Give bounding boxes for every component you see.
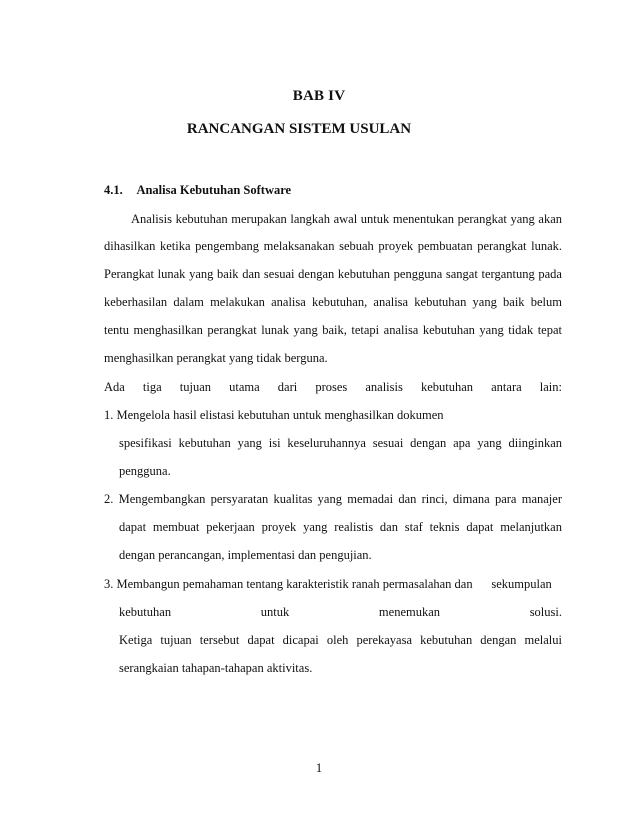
section-number: 4.1. [104,183,123,197]
list-item: 1. Mengelola hasil elistasi kebutuhan untuk menghasilkan dokumen [104,408,444,422]
chapter-heading: BAB IV [292,88,346,104]
paragraph-line: Ketiga tujuan tersebut dapat dicapai oleh perekayasa kebutuhan dengan melalui [119,633,562,647]
paragraph-line: tentu menghasilkan perangkat lunak yang baik, tetapi analisa kebutuhan yang tidak tepat [104,323,562,337]
list-item: 2. Mengembangkan persyaratan kualitas yang memadai dan rinci, dimana para manajer [104,492,562,506]
page-number: 1 [315,760,323,775]
paragraph-line: Analisis kebutuhan merupakan langkah awal untuk menentukan perangkat yang akan [131,212,562,226]
chapter-title: RANCANGAN SISTEM USULAN [186,121,412,137]
list-item-line: dapat membuat pekerjaan proyek yang realistis dan staf teknis dapat melanjutkan [119,520,562,534]
list-item: 3. Membangun pemahaman tentang karakteristik ranah permasalahan dan sekumpulan [104,577,552,591]
paragraph-line: serangkaian tahapan-tahapan aktivitas. [119,661,313,675]
paragraph-line: menghasilkan perangkat yang tidak berguna. [104,351,328,365]
list-item-line: pengguna. [119,464,171,478]
paragraph-line: keberhasilan dalam melakukan analisa kebutuhan, analisa kebutuhan yang baik belum [104,295,562,309]
list-item-line: spesifikasi kebutuhan yang isi keseluruhannya sesuai dengan apa yang diinginkan [119,436,562,450]
list-item-line: kebutuhan untuk menemukan solusi. [119,605,562,619]
paragraph-line: Perangkat lunak yang baik dan sesuai dengan kebutuhan pengguna sangat tergantung pada [104,267,562,281]
section-heading [104,183,291,198]
section-title: Analisa Kebutuhan Software [136,183,292,197]
list-item-line: dengan perancangan, implementasi dan pengujian. [119,548,372,562]
paragraph-line: dihasilkan ketika pengembang melaksanakan sebuah proyek pembuatan perangkat lunak. [104,239,562,253]
intro-line: Ada tiga tujuan utama dari proses analisis kebutuhan antara lain: [104,380,562,394]
